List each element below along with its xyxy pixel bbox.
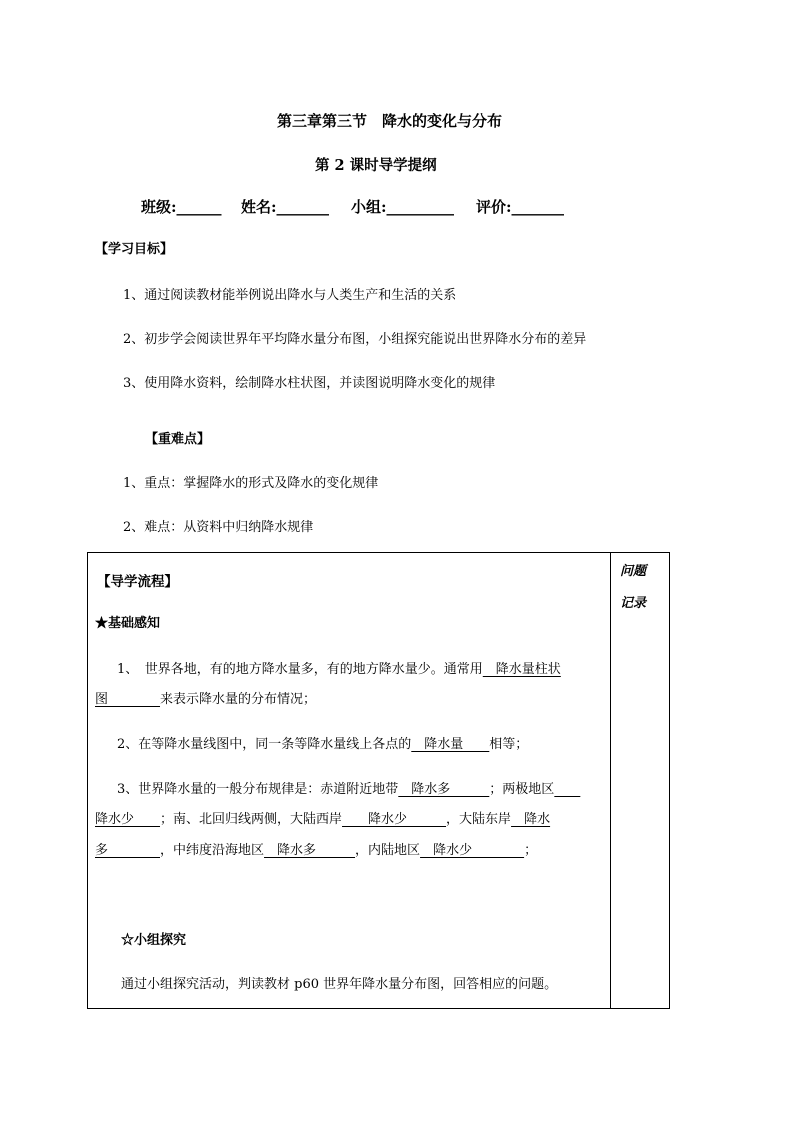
answer-blank: 降水少 <box>342 812 447 827</box>
group-field[interactable]: 小组:_________ <box>351 198 455 216</box>
question-1-line-2: 图 来表示降水量的分布情况； <box>95 692 317 707</box>
group-inquiry-text: 通过小组探究活动，判读教材 p60 世界年降水量分布图，回答相应的问题。 <box>121 977 558 992</box>
objectives-heading: 【学习目标】 <box>95 242 174 257</box>
class-field[interactable]: 班级:______ <box>141 198 222 216</box>
answer-blank: 降水 <box>511 812 551 827</box>
side-column-label: 问题 <box>620 564 647 579</box>
evaluation-field[interactable]: 评价:_______ <box>476 198 565 216</box>
answer-blank: 降水量柱状 <box>482 662 561 677</box>
page-title: 第三章第三节 降水的变化与分布 <box>277 112 503 130</box>
answer-blank: 降水少 <box>420 843 525 858</box>
key-points-heading: 【重难点】 <box>145 432 211 447</box>
question-2: 2、在等降水量线图中，同一条等降水量线上各点的 降水量 相等； <box>117 737 529 752</box>
answer-blank: 降水量 <box>411 737 490 752</box>
group-inquiry-heading: ☆小组探究 <box>121 933 187 948</box>
side-column-label: 记录 <box>620 596 647 611</box>
guide-heading: 【导学流程】 <box>97 574 178 590</box>
column-divider <box>610 552 611 1009</box>
objective-item: 2、初步学会阅读世界年平均降水量分布图，小组探究能说出世界降水分布的差异 <box>123 332 587 347</box>
objective-item: 1、通过阅读教材能举例说出降水与人类生产和生活的关系 <box>123 288 457 303</box>
objective-item: 3、使用降水资料，绘制降水柱状图，并读图说明降水变化的规律 <box>123 376 496 391</box>
answer-blank: 图 <box>95 692 161 707</box>
question-3-line-3: 多 ，中纬度沿海地区 降水多 ，内陆地区 降水少 ； <box>95 843 538 858</box>
question-1-line-1: 1、 世界各地，有的地方降水量多，有的地方降水量少。通常用 降水量柱状 <box>117 662 561 677</box>
answer-blank <box>554 782 580 797</box>
basic-perception-heading: ★基础感知 <box>95 616 161 631</box>
answer-blank: 多 <box>95 843 161 858</box>
answer-blank: 降水多 <box>264 843 356 858</box>
answer-blank: 降水多 <box>398 782 490 797</box>
question-3-line-1: 3、世界降水量的一般分布规律是：赤道附近地带 降水多 ；两极地区 <box>117 778 580 797</box>
name-field[interactable]: 姓名:_______ <box>241 198 330 216</box>
page-subtitle: 第 2 课时导学提纲 <box>315 157 437 174</box>
key-point-item: 1、重点：掌握降水的形式及降水的变化规律 <box>123 476 379 491</box>
question-3-line-2: 降水少 ；南、北回归线两侧，大陆西岸 降水少 ，大陆东岸 降水 <box>95 812 551 827</box>
key-point-item: 2、难点：从资料中归纳降水规律 <box>123 520 314 535</box>
answer-blank: 降水少 <box>95 812 161 827</box>
